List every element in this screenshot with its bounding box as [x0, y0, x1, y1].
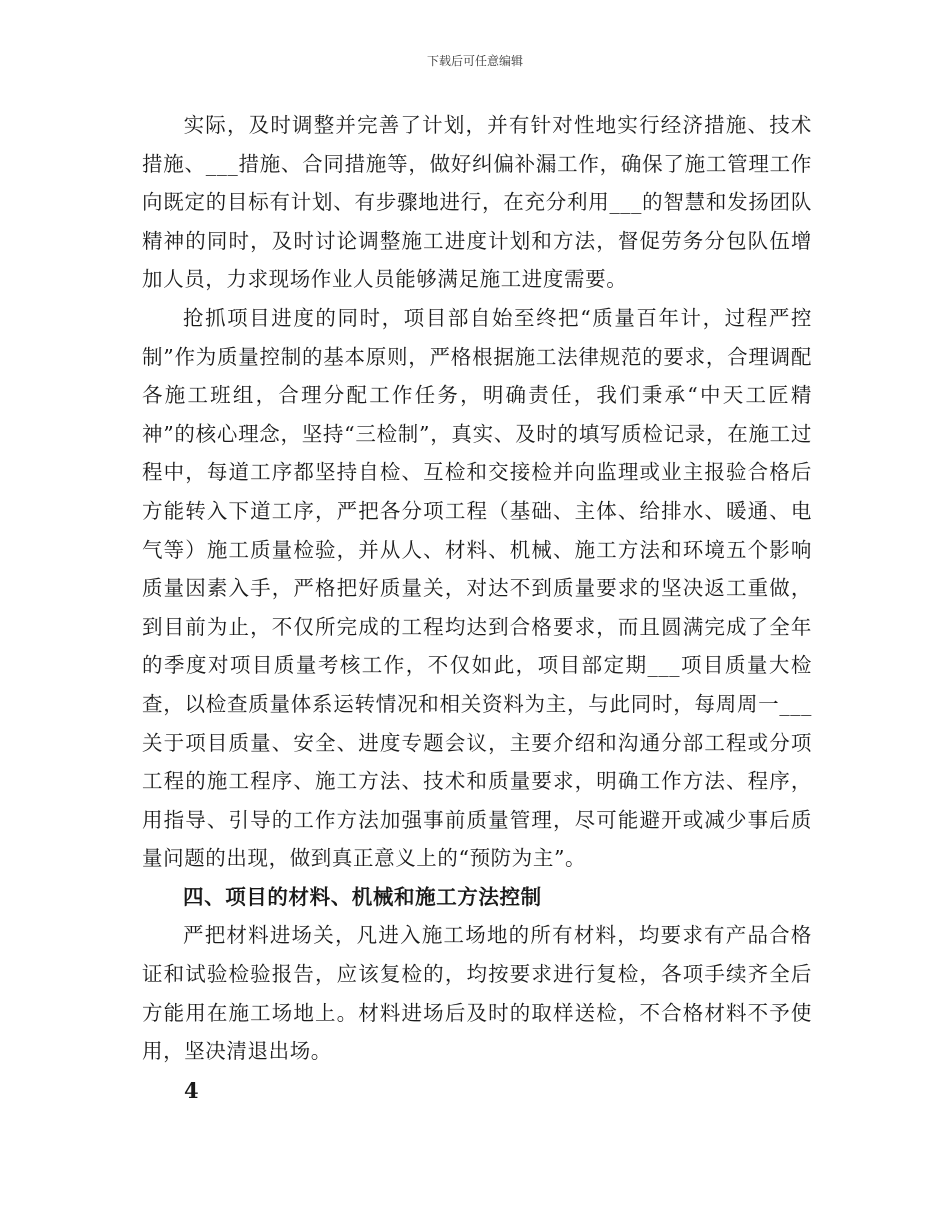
paragraph-quality-control: 抢抓项目进度的同时，项目部自始至终把“质量百年计，过程严控制”作为质量控制的基本原则，严格根据施工法律规范的要求，合理调配各施工班组，合理分配工作任务，明确责任，我们秉承“中天工匠精神”的核心理念，坚持“三检制”，真实、及时的填写质检记录，在施工过程中，每道工序都坚持自检、互检和交接检并向监理或业主报验合格后方能转入下道工序，严把各分项工程（基础、主体、给排水、暖通、电气等）施工质量检验，并从人、材料、机械、施工方法和环境五个影响质量因素入手，严格把好质量关，对达不到质量要求的坚决返工重做，到目前为止，不仅所完成的工程均达到合格要求，而且圆满完成了全年的季度对项目质量考核工作，不仅如此，项目部定期___项目质量大检查，以检查质量体系运转情况和相关资料为主，与此同时，每周周一___关于项目质量、安全、进度专题会议，主要介绍和沟通分部工程或分项工程的施工程序、施工方法、技术和质量要求，明确工作方法、程序，用指导、引导的工作方法加强事前质量管理，尽可能避开或减少事后质量问题的出现，做到真正意义上的“预防为主”。	[142, 305, 812, 871]
section-heading: 四、项目的材料、机械和施工方法控制	[183, 884, 542, 909]
paragraph-continuation	[142, 106, 812, 299]
paragraph-continuation-text: 实际，及时调整并完善了计划，并有针对性地实行经济措施、技术措施、___措施、合同措施等，做好纠偏补漏工作，确保了施工管理工作向既定的目标有计划、有步骤地进行，在充分利用___的智慧和发扬团队精神的同时，及时讨论调整施工进度计划和方法，督促劳务分包队伍增加人员，力求现场作业人员能够满足施工进度需要。	[142, 113, 812, 292]
paragraph-materials: 严把材料进场关，凡进入施工场地的所有材料，均要求有产品合格证和试验检验报告，应该复检的，均按要求进行复检，各项手续齐全后方能用在施工场地上。材料进场后及时的取样送检，不合格材料不予使用，坚决清退出场。	[142, 923, 812, 1064]
document-body	[142, 106, 812, 1071]
page-header-note: 下载后可任意编辑	[426, 54, 523, 68]
page-number: 4	[184, 1078, 199, 1103]
